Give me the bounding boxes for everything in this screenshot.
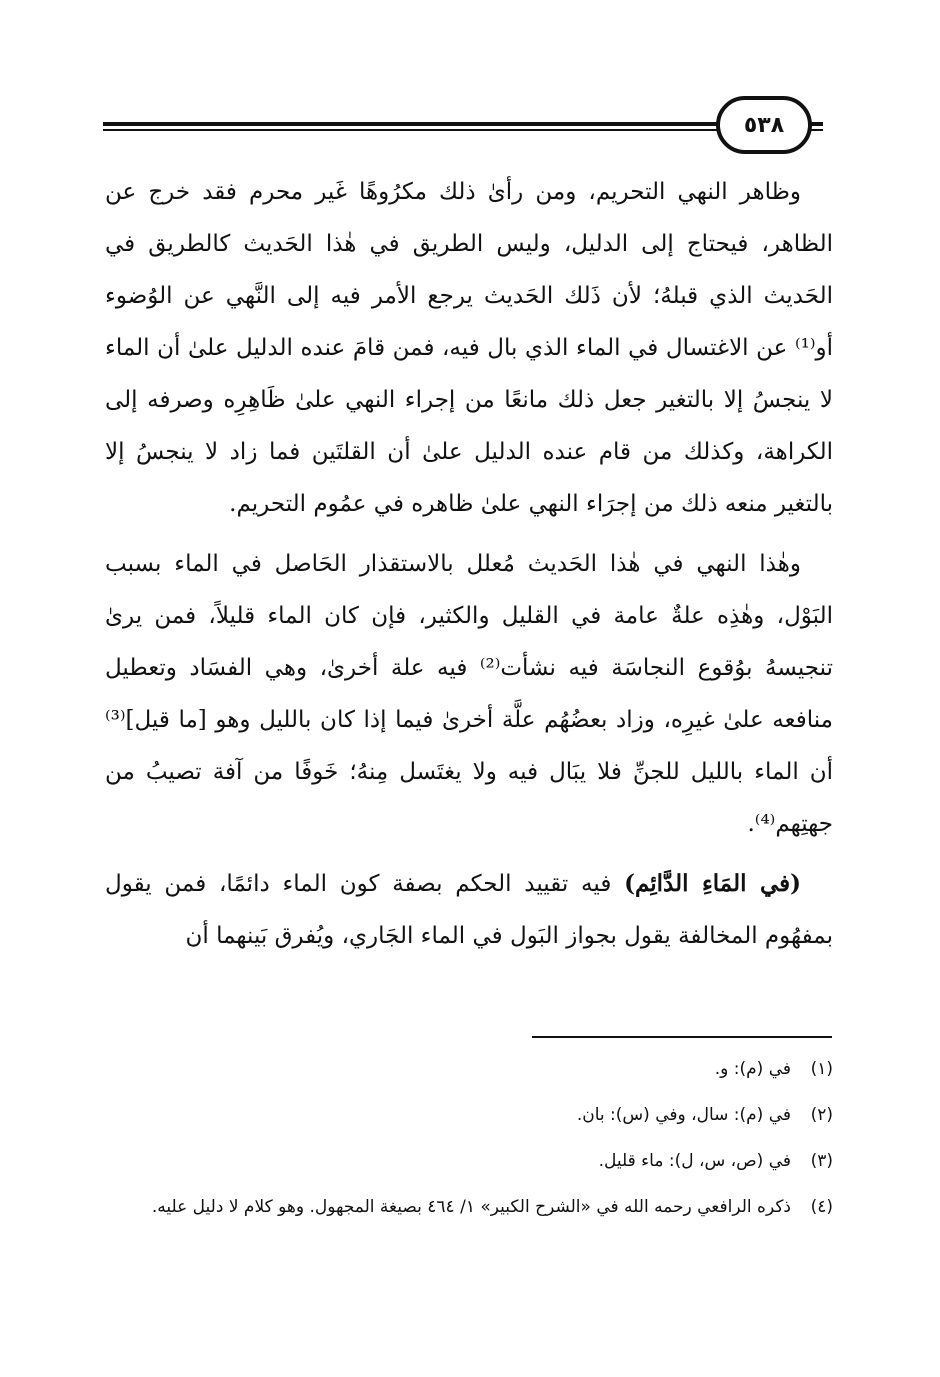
paragraph-lead: (في المَاءِ الدَّائِم)	[624, 870, 802, 897]
footnote-separator	[532, 1036, 832, 1038]
footnote-text: في (م): سال، وفي (س): بان.	[576, 1105, 791, 1125]
footnote-text: في (ص، س، ل): ماء قليل.	[598, 1151, 791, 1171]
footnote-number: (٤)	[810, 1197, 833, 1217]
footnote	[105, 1052, 833, 1086]
page-number: ٥٣٨	[743, 112, 785, 138]
footnote-number: (١)	[810, 1059, 833, 1079]
footnote	[105, 1190, 833, 1224]
footnote	[105, 1144, 833, 1178]
paragraph-1: وظاهر النهي التحريم، ومن رأىٰ ذلك مكرُوهًا غَير محرم فقد خرج عن الظاهر، فيحتاج إلى الدليل، وليس الطريق في هٰذا الحَديث كالطريق في الحَديث الذي قبلهُ؛ لأن ذَلك الحَديث يرجع الأمر فيه إلى النَّهي عن الوُضوء أو⁽¹⁾ عن الاغتسال في الماء الذي بال فيه، فمن قامَ عنده الدليل علىٰ أن الماء لا ينجسُ إلا بالتغير جعل ذلك مانعًا من إجراء النهي علىٰ ظَاهِرِه وصرفه إلى الكراهة، وكذلك من قام عنده الدليل علىٰ أن القلتَين فما زاد لا ينجسُ إلا بالتغير منعه ذلك من إجرَاء النهي علىٰ ظاهره في عمُوم التحريم.	[105, 179, 833, 517]
page-number-badge	[716, 96, 812, 154]
footnote-number: (٣)	[810, 1151, 833, 1171]
header-rule-thin	[103, 129, 823, 131]
paragraph-3-text: فيه تقييد الحكم بصفة كون الماء دائمًا، فمن يقول بمفهُوم المخالفة يقول بجواز البَول في الماء الجَاري، ويُفرق بَينهما أن	[105, 871, 833, 949]
footnote-text: ذكره الرافعي رحمه الله في «الشرح الكبير» ١/ ٤٦٤ بصيغة المجهول. وهو كلام لا دليل عليه.	[151, 1197, 791, 1217]
footnotes	[105, 1052, 833, 1236]
paragraph-3	[105, 858, 833, 962]
footnote-text: في (م): و.	[714, 1059, 791, 1079]
header-rule	[103, 122, 823, 126]
footnote	[105, 1098, 833, 1132]
body-text	[105, 166, 833, 970]
footnote-number: (٢)	[810, 1105, 833, 1125]
paragraph-2: وهٰذا النهي في هٰذا الحَديث مُعلل بالاستقذار الحَاصل في الماء بسبب البَوْل، وهٰذِه علةٌ عامة في القليل والكثير، فإن كان الماء قليلاً، فمن يرىٰ تنجيسهُ بوُقوع النجاسَة فيه نشأت⁽²⁾ فيه علة أخرىٰ، وهي الفسَاد وتعطيل منافعه علىٰ غيرِه، وزاد بعضُهُم علَّة أخرىٰ فيما إذا كان بالليل وهو [ما قيل]⁽³⁾ أن الماء بالليل للجنِّ فلا يبَال فيه ولا يغتَسل مِنهُ؛ خَوفًا من آفة تصيبُ من جهتِهم⁽⁴⁾.	[105, 551, 833, 837]
